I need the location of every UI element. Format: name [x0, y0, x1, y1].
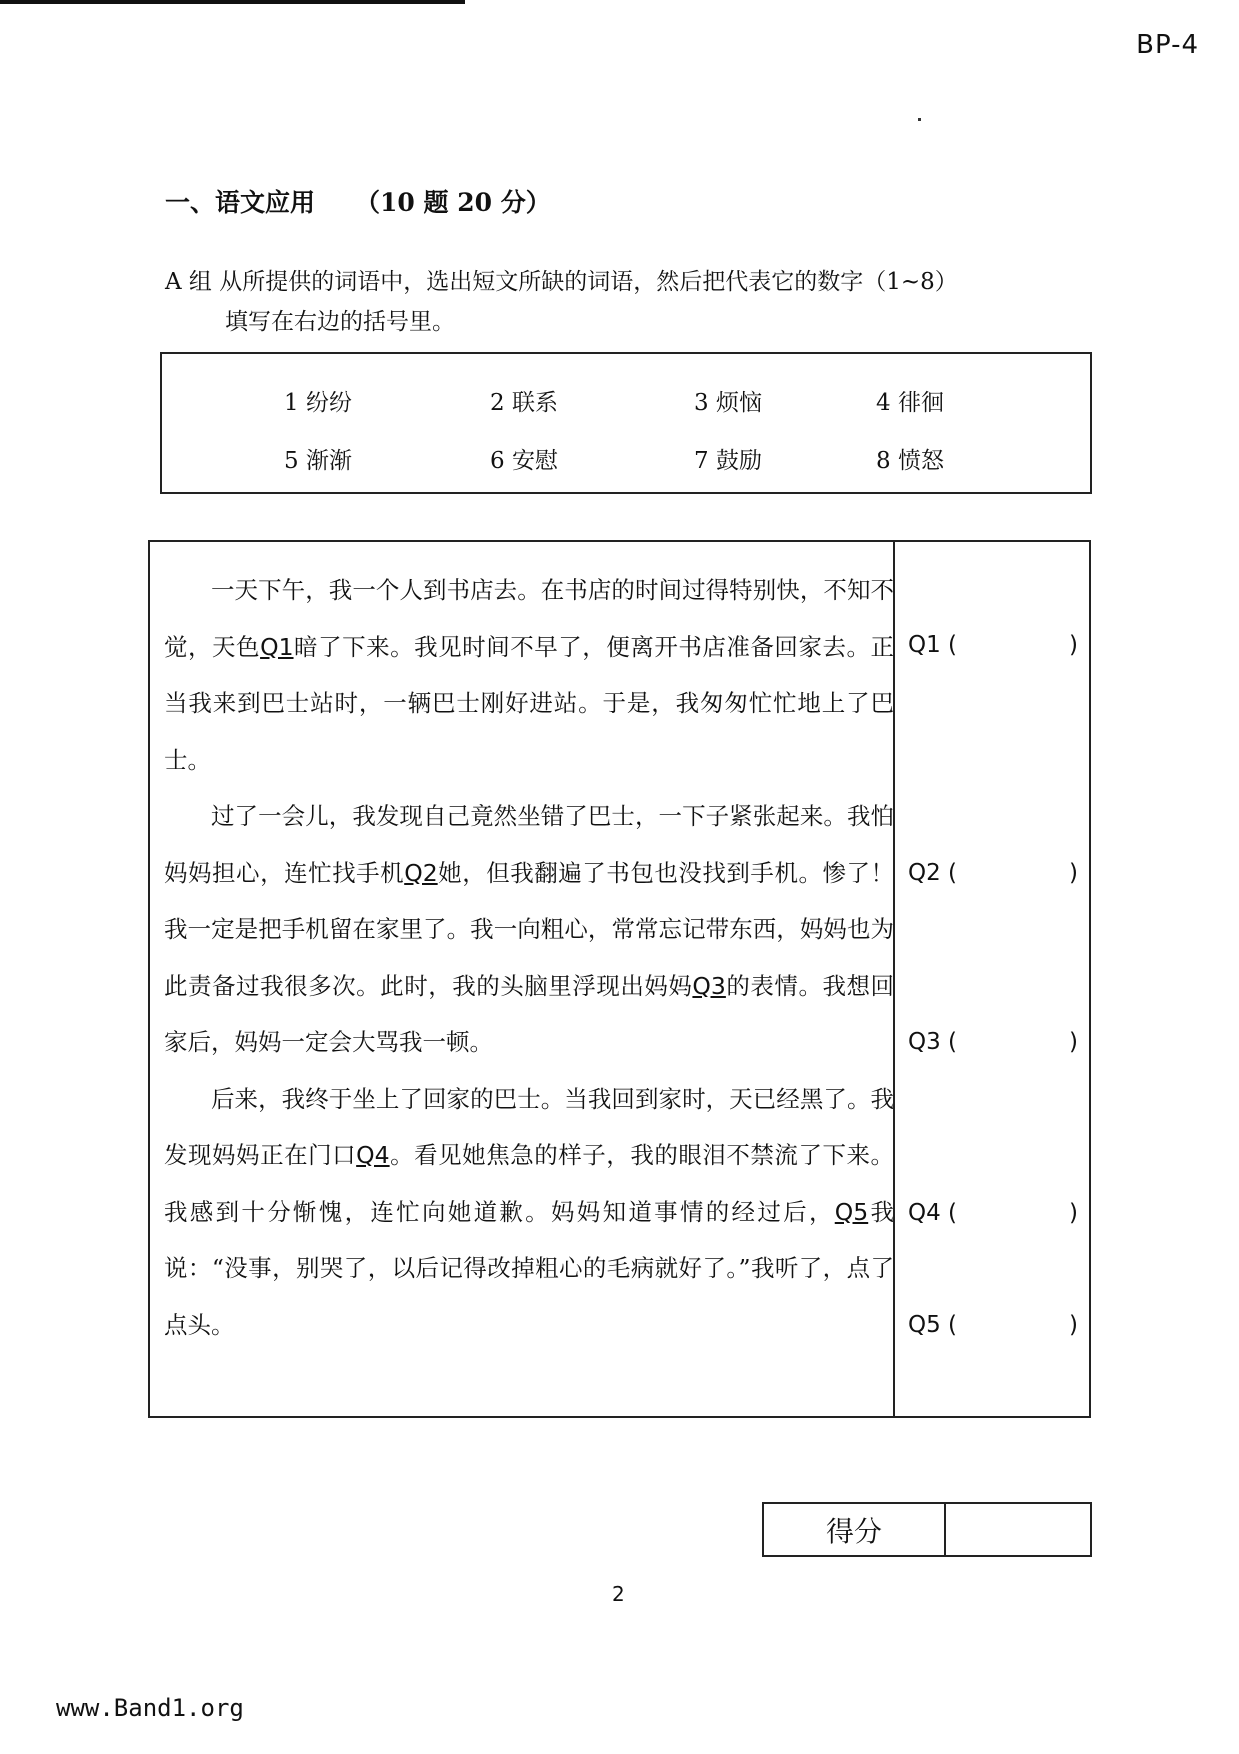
text-run: 一天下午，我一个人到书店去。在书店的时间过得特别快，不知不觉，天色	[164, 576, 894, 661]
speck	[918, 118, 921, 121]
word-option: 8 愤怒	[876, 448, 944, 474]
instruction-line-2: 填写在右边的括号里。	[225, 309, 455, 335]
section-title	[165, 183, 551, 219]
word-option: 6 安慰	[490, 448, 558, 474]
paragraph-2	[164, 788, 894, 1071]
site-watermark: www.Band1.org	[56, 1694, 244, 1722]
blank-q3: Q3	[692, 971, 726, 1000]
answer-slot-q5[interactable]	[908, 1312, 1078, 1338]
word-option: 2 联系	[490, 390, 558, 416]
text-run: 暗了下来。我见时间不早了，便离开书店准备回家去。正当我来到巴士站时，一辆巴士刚好进站。于是，我匆匆忙忙地上了巴士。	[164, 632, 895, 774]
passage-text	[164, 562, 894, 1353]
answer-slot-q1[interactable]	[908, 632, 1078, 658]
answer-slot-q3[interactable]	[908, 1029, 1078, 1055]
blank-q1: Q1	[260, 632, 294, 661]
instruction-line-1: A 组 从所提供的词语中，选出短文所缺的词语，然后把代表它的数字（1~8）	[165, 269, 958, 295]
word-option: 3 烦恼	[694, 390, 762, 416]
answer-label: Q3 (	[908, 1029, 958, 1055]
answer-close: )	[1069, 632, 1078, 658]
text-run: 。看见她焦急的样子，我的眼泪不禁流了下来。我感到十分惭愧，连忙向她道歉。妈妈知道事情的经过后，	[164, 1141, 895, 1226]
page-number: 2	[612, 1582, 625, 1606]
blank-q4: Q4	[356, 1141, 390, 1169]
blank-q5: Q5	[834, 1197, 869, 1226]
answer-close: )	[1069, 1312, 1078, 1338]
blank-q2: Q2	[404, 858, 438, 887]
instructions	[165, 262, 1095, 342]
answer-label: Q4 (	[908, 1200, 958, 1226]
text-run: 的表情。我想回家后，妈妈一定会大骂我一顿。	[164, 971, 895, 1056]
paragraph-1	[164, 562, 894, 788]
word-option: 4 徘徊	[876, 390, 944, 416]
answer-close: )	[1069, 1029, 1078, 1055]
answer-slot-q2[interactable]	[908, 860, 1078, 886]
answer-label: Q5 (	[908, 1312, 958, 1338]
section-points: （10 题 20 分）	[355, 188, 551, 217]
word-option: 1 纷纷	[284, 390, 352, 416]
word-bank	[160, 352, 1092, 494]
word-option: 7 鼓励	[694, 448, 762, 474]
paragraph-3	[164, 1071, 894, 1354]
answer-label: Q1 (	[908, 632, 958, 658]
text-run: 她，但我翻遍了书包也没找到手机。惨了！我一定是把手机留在家里了。我一向粗心，常常忘记带东西，妈妈也为此责备过我很多次。此时，我的头脑里浮现出妈妈	[164, 858, 895, 1000]
answer-close: )	[1069, 860, 1078, 886]
passage-box	[148, 540, 1091, 1418]
answer-label: Q2 (	[908, 860, 958, 886]
paper-code: BP-4	[1136, 30, 1199, 60]
text-run: 我说：“没事，别哭了，以后记得改掉粗心的毛病就好了。”我听了，点了点头。	[164, 1197, 895, 1339]
text-run: 过了一会儿，我发现自己竟然坐错了巴士，一下子紧张起来。我怕妈妈担心，连忙找手机	[164, 802, 894, 887]
answer-slot-q4[interactable]	[908, 1200, 1078, 1226]
word-option: 5 渐渐	[284, 448, 352, 474]
section-name: 一、语文应用	[165, 188, 316, 217]
text-run: 后来，我终于坐上了回家的巴士。当我回到家时，天已经黑了。我发现妈妈正在门口	[164, 1084, 894, 1169]
top-rule	[0, 0, 465, 4]
score-label: 得分	[764, 1504, 946, 1555]
answer-close: )	[1069, 1200, 1078, 1226]
score-box	[762, 1502, 1092, 1557]
